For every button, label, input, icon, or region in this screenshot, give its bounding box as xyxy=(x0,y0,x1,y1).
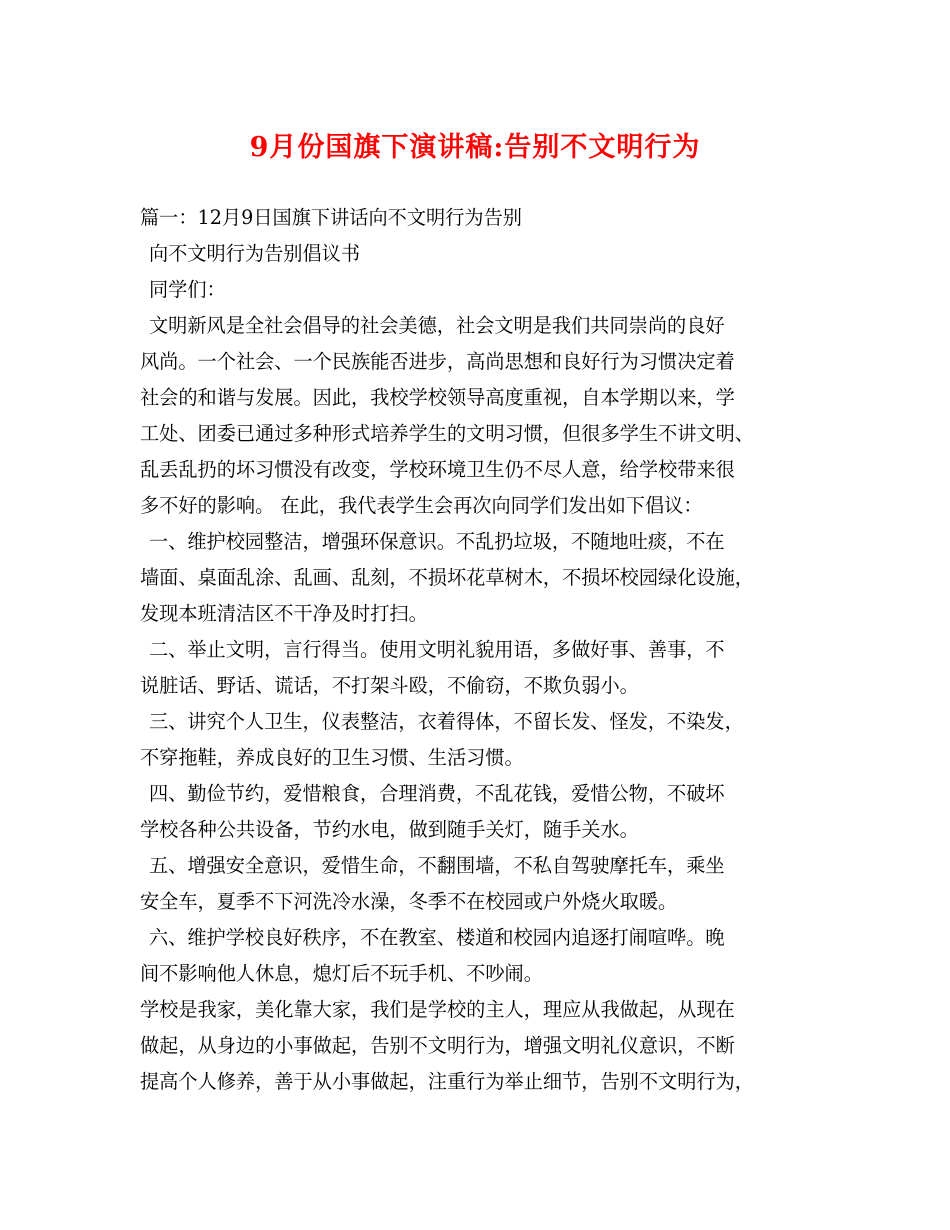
body-line: 学校各种公共设备，节约水电，做到随手关灯，随手关水。 xyxy=(140,818,639,841)
body-line: 安全车，夏季不下河洗冷水澡，冬季不在校园或户外烧火取暖。 xyxy=(140,890,678,913)
body-line: 篇一：12月9日国旗下讲话向不文明行为告别 xyxy=(140,206,522,229)
body-line: 发现本班清洁区不干净及时打扫。 xyxy=(140,602,428,625)
body-line: 六、维护学校良好秩序，不在教室、楼道和校园内追逐打闹喧哗。晚 xyxy=(149,926,725,949)
document-title: 9月份国旗下演讲稿:告别不文明行为 xyxy=(249,132,701,163)
body-line: 四、勤俭节约，爱惜粮食，合理消费，不乱花钱，爱惜公物，不破坏 xyxy=(149,782,725,805)
body-line: 三、讲究个人卫生，仪表整洁，衣着得体，不留长发、怪发，不染发， xyxy=(149,710,744,733)
body-line: 墙面、桌面乱涂、乱画、乱刻，不损坏花草树木，不损坏校园绿化设施， xyxy=(140,566,754,589)
document-body xyxy=(140,200,820,1100)
body-line: 说脏话、野话、谎话，不打架斗殴，不偷窃，不欺负弱小。 xyxy=(140,674,639,697)
body-line: 五、增强安全意识，爱惜生命，不翻围墙，不私自驾驶摩托车，乘坐 xyxy=(149,854,725,877)
body-line: 社会的和谐与发展。因此，我校学校领导高度重视，自本学期以来，学 xyxy=(140,386,735,409)
body-line: 做起，从身边的小事做起，告别不文明行为，增强文明礼仪意识，不断 xyxy=(140,1034,735,1057)
body-line: 文明新风是全社会倡导的社会美德，社会文明是我们共同崇尚的良好 xyxy=(149,314,725,337)
body-line: 二、举止文明，言行得当。使用文明礼貌用语，多做好事、善事，不 xyxy=(149,638,725,661)
body-line: 提高个人修养，善于从小事做起，注重行为举止细节，告别不文明行为， xyxy=(140,1070,754,1093)
body-line: 间不影响他人休息，熄灯后不玩手机、不吵闹。 xyxy=(140,962,543,985)
body-line: 不穿拖鞋，养成良好的卫生习惯、生活习惯。 xyxy=(140,746,524,769)
body-line: 乱丢乱扔的坏习惯没有改变，学校环境卫生仍不尽人意，给学校带来很 xyxy=(140,458,735,481)
body-line: 风尚。一个社会、一个民族能否进步，高尚思想和良好行为习惯决定着 xyxy=(140,350,735,373)
body-line: 向不文明行为告别倡议书 xyxy=(149,242,361,265)
body-line: 工处、团委已通过多种形式培养学生的文明习惯，但很多学生不讲文明、 xyxy=(140,422,754,445)
body-line: 学校是我家，美化靠大家，我们是学校的主人，理应从我做起，从现在 xyxy=(140,998,735,1021)
body-line: 多不好的影响。 在此，我代表学生会再次向同学们发出如下倡议： xyxy=(140,494,703,517)
body-line: 一、维护校园整洁，增强环保意识。不乱扔垃圾，不随地吐痰，不在 xyxy=(149,530,725,553)
body-line: 同学们： xyxy=(149,278,226,301)
